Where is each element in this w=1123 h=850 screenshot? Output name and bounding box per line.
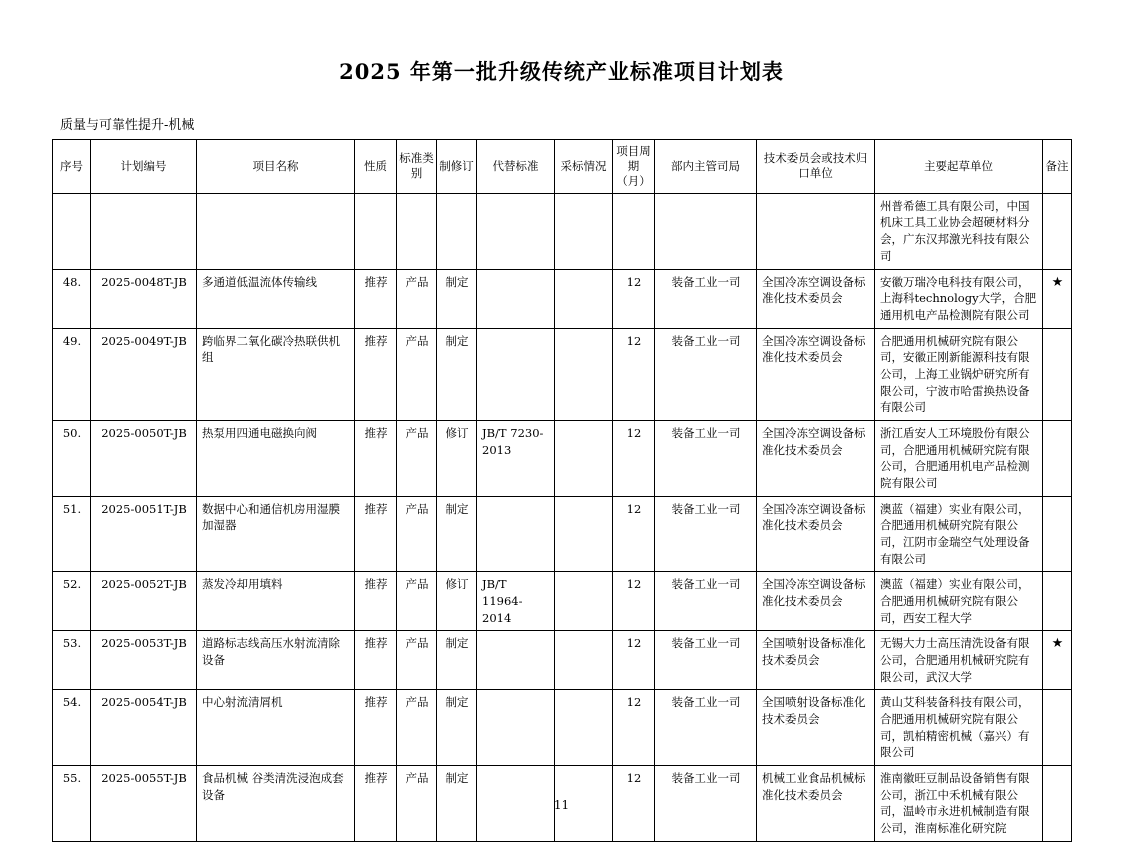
cell-replace <box>477 690 555 766</box>
cell-name: 热泵用四通电磁换向阀 <box>197 420 355 496</box>
cell-nature: 推荐 <box>355 631 397 690</box>
cell-name: 多通道低温流体传输线 <box>197 269 355 328</box>
cell-adopt <box>555 269 613 328</box>
cell-seq: 55. <box>53 765 91 841</box>
cell-replace: JB/T 7230-2013 <box>477 420 555 496</box>
cell-tc <box>757 193 875 269</box>
cell-cycle: 12 <box>613 631 655 690</box>
cell-nature <box>355 193 397 269</box>
header-replace: 代替标准 <box>477 140 555 194</box>
cell-nature: 推荐 <box>355 765 397 841</box>
cell-seq: 54. <box>53 690 91 766</box>
cell-drafters: 黄山艾科装备科技有限公司，合肥通用机械研究院有限公司，凯柏精密机械（嘉兴）有限公司 <box>875 690 1043 766</box>
cell-revision: 制定 <box>437 496 477 572</box>
cell-remark <box>1043 420 1072 496</box>
cell-cycle: 12 <box>613 765 655 841</box>
cell-tc: 全国冷冻空调设备标准化技术委员会 <box>757 328 875 420</box>
cell-cycle <box>613 193 655 269</box>
cell-dept <box>655 193 757 269</box>
cell-dept: 装备工业一司 <box>655 765 757 841</box>
cell-nature: 推荐 <box>355 496 397 572</box>
cell-category: 产品 <box>397 572 437 631</box>
cell-category: 产品 <box>397 420 437 496</box>
cell-name: 食品机械 谷类清洗浸泡成套设备 <box>197 765 355 841</box>
cell-cycle: 12 <box>613 690 655 766</box>
header-drafters: 主要起草单位 <box>875 140 1043 194</box>
cell-replace: JB/T 11964-2014 <box>477 572 555 631</box>
cell-drafters: 安徽万瑞冷电科技有限公司，上海科technology大学，合肥通用机电产品检测院有限公司 <box>875 269 1043 328</box>
cell-nature: 推荐 <box>355 420 397 496</box>
table-row <box>53 328 1072 420</box>
table-row <box>53 269 1072 328</box>
plan-table <box>52 139 1072 842</box>
cell-replace <box>477 496 555 572</box>
cell-remark: ★ <box>1043 631 1072 690</box>
cell-cycle: 12 <box>613 420 655 496</box>
cell-nature: 推荐 <box>355 328 397 420</box>
cell-category <box>397 193 437 269</box>
header-code: 计划编号 <box>91 140 197 194</box>
cell-remark <box>1043 328 1072 420</box>
cell-adopt <box>555 690 613 766</box>
cell-name: 跨临界二氧化碳冷热联供机组 <box>197 328 355 420</box>
cell-code: 2025-0051T-JB <box>91 496 197 572</box>
table-body <box>53 193 1072 841</box>
cell-cycle: 12 <box>613 269 655 328</box>
table-row <box>53 193 1072 269</box>
cell-adopt <box>555 328 613 420</box>
header-dept: 部内主管司局 <box>655 140 757 194</box>
cell-seq: 51. <box>53 496 91 572</box>
cell-code: 2025-0048T-JB <box>91 269 197 328</box>
cell-nature: 推荐 <box>355 690 397 766</box>
header-nature: 性质 <box>355 140 397 194</box>
cell-name: 数据中心和通信机房用湿膜加湿器 <box>197 496 355 572</box>
cell-remark <box>1043 572 1072 631</box>
cell-dept: 装备工业一司 <box>655 572 757 631</box>
cell-name <box>197 193 355 269</box>
cell-adopt <box>555 572 613 631</box>
header-category: 标准类别 <box>397 140 437 194</box>
cell-category: 产品 <box>397 269 437 328</box>
cell-category: 产品 <box>397 496 437 572</box>
cell-replace <box>477 631 555 690</box>
cell-name: 蒸发冷却用填料 <box>197 572 355 631</box>
cell-code <box>91 193 197 269</box>
cell-drafters: 州普希德工具有限公司，中国机床工具工业协会超硬材料分会，广东汉邦激光科技有限公司 <box>875 193 1043 269</box>
cell-category: 产品 <box>397 765 437 841</box>
document-page <box>0 56 1123 850</box>
cell-tc: 全国喷射设备标准化技术委员会 <box>757 631 875 690</box>
header-tc: 技术委员会或技术归口单位 <box>757 140 875 194</box>
cell-code: 2025-0054T-JB <box>91 690 197 766</box>
cell-adopt <box>555 420 613 496</box>
header-revision: 制修订 <box>437 140 477 194</box>
cell-tc: 全国冷冻空调设备标准化技术委员会 <box>757 572 875 631</box>
cell-replace <box>477 328 555 420</box>
page-title: 2025 年第一批升级传统产业标准项目计划表 <box>339 59 784 84</box>
cell-dept: 装备工业一司 <box>655 269 757 328</box>
cell-cycle: 12 <box>613 328 655 420</box>
section-label: 质量与可靠性提升-机械 <box>60 118 195 133</box>
cell-drafters: 澳蓝（福建）实业有限公司，合肥通用机械研究院有限公司，西安工程大学 <box>875 572 1043 631</box>
cell-tc: 全国冷冻空调设备标准化技术委员会 <box>757 420 875 496</box>
cell-revision: 制定 <box>437 765 477 841</box>
cell-seq: 48. <box>53 269 91 328</box>
cell-adopt <box>555 496 613 572</box>
table-row <box>53 496 1072 572</box>
cell-name: 中心射流清屑机 <box>197 690 355 766</box>
cell-replace <box>477 193 555 269</box>
page-number: 11 <box>553 798 570 812</box>
cell-seq: 50. <box>53 420 91 496</box>
cell-adopt <box>555 193 613 269</box>
header-cycle: 项目周期（月） <box>613 140 655 194</box>
table-row <box>53 420 1072 496</box>
cell-dept: 装备工业一司 <box>655 328 757 420</box>
cell-seq: 52. <box>53 572 91 631</box>
cell-category: 产品 <box>397 328 437 420</box>
cell-drafters: 合肥通用机械研究院有限公司，安徽正刚新能源科技有限公司，上海工业锅炉研究所有限公司，宁波市哈雷换热设备有限公司 <box>875 328 1043 420</box>
cell-drafters: 淮南徽旺豆制品设备销售有限公司，浙江中禾机械有限公司，温岭市永进机械制造有限公司，淮南标准化研究院 <box>875 765 1043 841</box>
cell-code: 2025-0050T-JB <box>91 420 197 496</box>
cell-revision: 制定 <box>437 269 477 328</box>
cell-code: 2025-0052T-JB <box>91 572 197 631</box>
cell-tc: 全国冷冻空调设备标准化技术委员会 <box>757 496 875 572</box>
cell-tc: 全国冷冻空调设备标准化技术委员会 <box>757 269 875 328</box>
cell-dept: 装备工业一司 <box>655 496 757 572</box>
cell-code: 2025-0049T-JB <box>91 328 197 420</box>
cell-revision: 制定 <box>437 631 477 690</box>
cell-category: 产品 <box>397 690 437 766</box>
cell-dept: 装备工业一司 <box>655 690 757 766</box>
header-adopt: 采标情况 <box>555 140 613 194</box>
cell-code: 2025-0055T-JB <box>91 765 197 841</box>
cell-dept: 装备工业一司 <box>655 631 757 690</box>
cell-name: 道路标志线高压水射流清除设备 <box>197 631 355 690</box>
cell-drafters: 无锡大力士高压清洗设备有限公司，合肥通用机械研究院有限公司，武汉大学 <box>875 631 1043 690</box>
header-seq: 序号 <box>53 140 91 194</box>
cell-revision: 修订 <box>437 420 477 496</box>
cell-remark <box>1043 496 1072 572</box>
cell-revision <box>437 193 477 269</box>
cell-drafters: 浙江盾安人工环境股份有限公司，合肥通用机械研究院有限公司，合肥通用机电产品检测院有限公司 <box>875 420 1043 496</box>
cell-revision: 制定 <box>437 690 477 766</box>
cell-tc: 全国喷射设备标准化技术委员会 <box>757 690 875 766</box>
cell-adopt <box>555 631 613 690</box>
cell-nature: 推荐 <box>355 269 397 328</box>
cell-tc: 机械工业食品机械标准化技术委员会 <box>757 765 875 841</box>
cell-seq: 53. <box>53 631 91 690</box>
cell-revision: 制定 <box>437 328 477 420</box>
cell-seq <box>53 193 91 269</box>
table-row <box>53 690 1072 766</box>
cell-dept: 装备工业一司 <box>655 420 757 496</box>
cell-seq: 49. <box>53 328 91 420</box>
header-remark: 备注 <box>1043 140 1072 194</box>
cell-remark <box>1043 193 1072 269</box>
table-header-row <box>53 140 1072 194</box>
cell-replace <box>477 269 555 328</box>
cell-category: 产品 <box>397 631 437 690</box>
header-name: 项目名称 <box>197 140 355 194</box>
cell-remark <box>1043 690 1072 766</box>
table-row <box>53 572 1072 631</box>
cell-remark: ★ <box>1043 269 1072 328</box>
table-row <box>53 631 1072 690</box>
cell-cycle: 12 <box>613 572 655 631</box>
cell-drafters: 澳蓝（福建）实业有限公司，合肥通用机械研究院有限公司，江阴市金瑞空气处理设备有限公司 <box>875 496 1043 572</box>
cell-code: 2025-0053T-JB <box>91 631 197 690</box>
cell-cycle: 12 <box>613 496 655 572</box>
cell-revision: 修订 <box>437 572 477 631</box>
cell-nature: 推荐 <box>355 572 397 631</box>
